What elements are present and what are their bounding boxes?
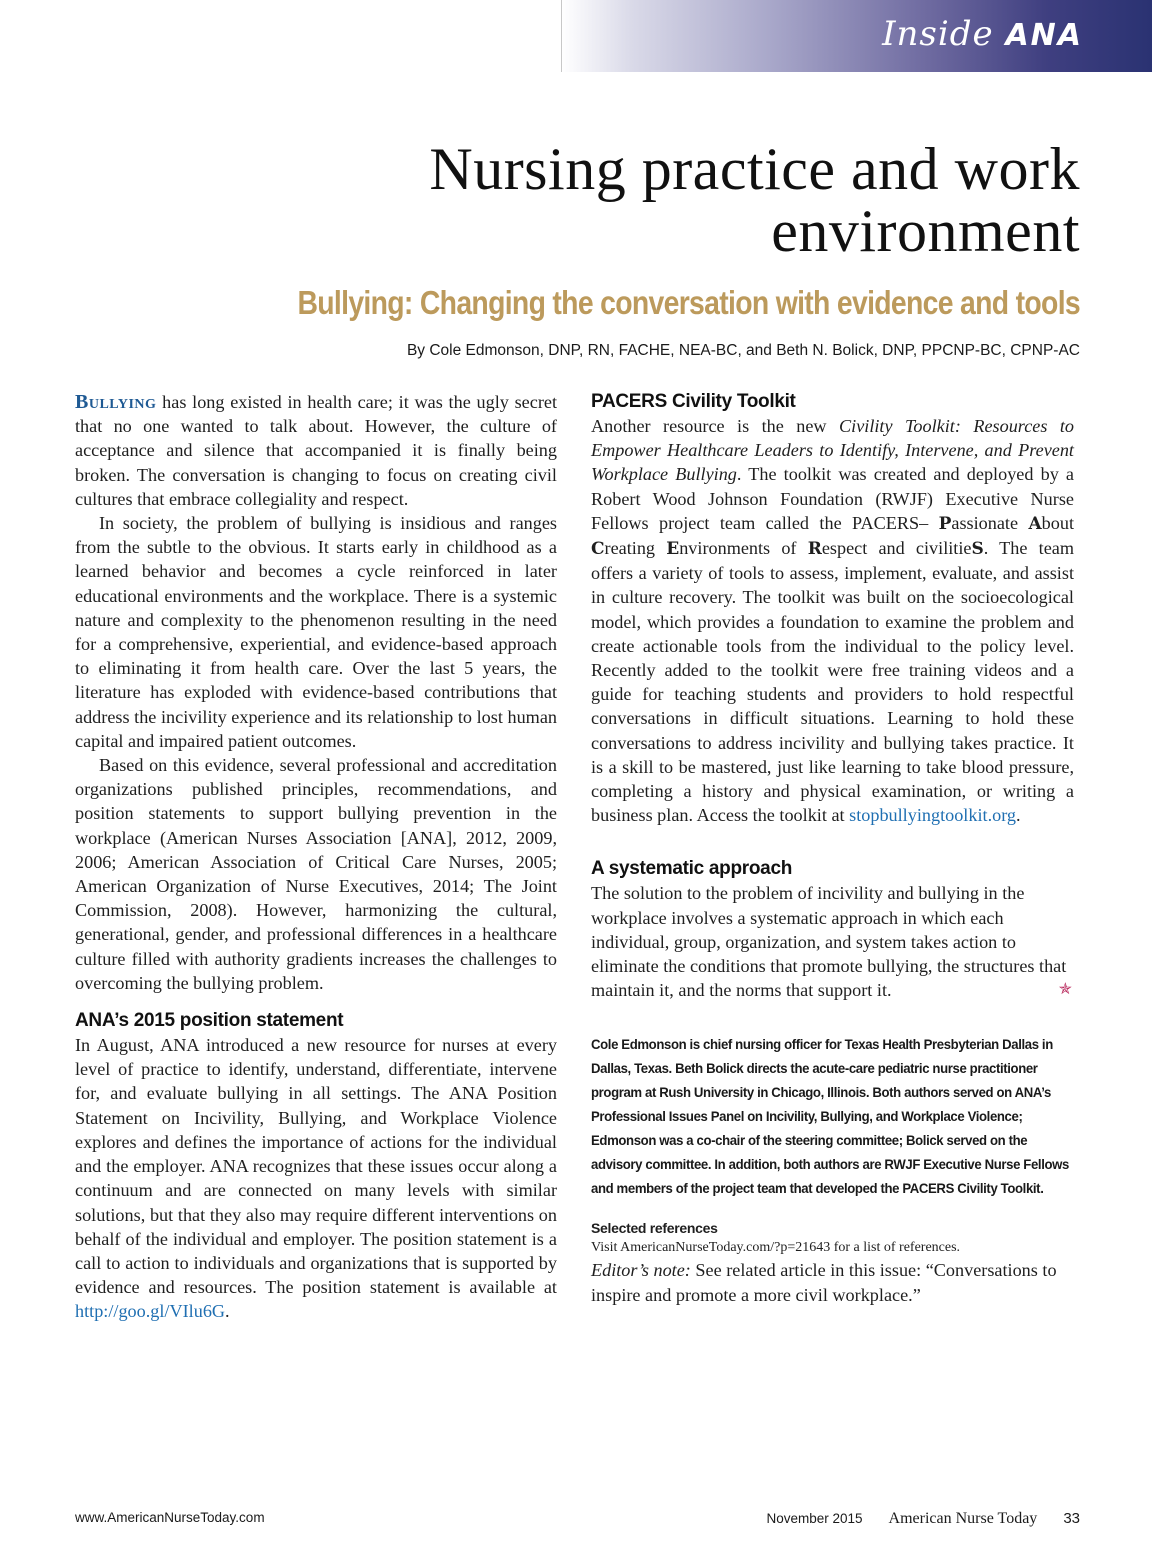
left-column	[75, 390, 557, 1324]
toolkit-link[interactable]: stopbullyingtoolkit.org	[849, 805, 1017, 826]
page-title: Nursing practice and work environment	[429, 136, 1080, 264]
pacers-acronym: Passionate About Creating Environments of Respect and civilitieS	[591, 512, 1074, 560]
footer-issue-date: November 2015	[766, 1511, 863, 1526]
section-banner	[561, 0, 1152, 72]
author-bio: Cole Edmonson is chief nursing officer for Texas Health Presbyterian Dallas in Dallas, Texas. Beth Bolick directs the acute-care pediatric nurse practitioner program at Rush University in Chicago, Illinois. Both authors served on ANA’s Professional Issues Panel on Incivility, Bullying, and Workplace Violence; Edmonson was a co-chair of the steering committee; Bolick served on the advisory committee. In addition, both authors are RWJF Executive Nurse Fellows and members of the project team that developed the PACERS Civility Toolkit.	[591, 1036, 1069, 1197]
section-label-ana: ANA	[1005, 18, 1083, 53]
lead-word: Bullying	[75, 391, 157, 413]
pacers-paragraph: Another resource is the new Civility Toolkit: Resources to Empower Healthcare Leaders to Identify, Intervene, and Prevent Workplace Bullying. The toolkit was created and deployed by a Robert Wood Johnson Foundation (RWJF) Executive Nurse Fellows project team called the PACERS– Passionate About Creating Environments of Respect and civilitieS. The team offers a variety of tools to assess, implement, evaluate, and assist in culture recovery. The toolkit was built on the socioecological model, which provides a foundation to examine the problem and create actionable tools from the individual to the policy level. Recently added to the toolkit were free training videos and a guide for teaching students and providers to hold respectful conversations in difficult situations. Learning to hold these conversations to address incivility and bullying takes practice. It is a skill to be mastered, just like learning to take blood pressure, completing a history and physical examination, or writing a business plan. Access the toolkit at stopbullyingtoolkit.org.	[591, 416, 1075, 826]
article-subtitle: Bullying: Changing the conversation with evidence and tools	[297, 284, 1081, 321]
section-heading-systematic: A systematic approach	[591, 858, 793, 880]
systematic-paragraph: The solution to the problem of incivility and bullying in the workplace involves a systematic approach in which each individual, group, organization, and system takes action to eliminate the conditions that promote bullying, the structures that maintain it, and the norms that support it. ✯	[591, 881, 1074, 1002]
references-heading: Selected references	[591, 1220, 718, 1237]
byline: By Cole Edmonson, DNP, RN, FACHE, NEA-BC, and Beth N. Bolick, DNP, PPCNP-BC, CPNP-AC	[406, 342, 1080, 359]
footer-info	[766, 1510, 1080, 1528]
section-label	[882, 14, 1083, 54]
footer-website: www.AmericanNurseToday.com	[75, 1510, 265, 1525]
section-label-script: Inside	[882, 14, 994, 54]
right-column	[591, 390, 1074, 1307]
section-heading-pacers: PACERS Civility Toolkit	[591, 391, 796, 412]
toolkit-title: Civility Toolkit: Resources to Empower Healthcare Leaders to Identify, Intervene, and Prevent Workplace Bullying	[591, 416, 1074, 485]
section-heading-position-statement: ANA’s 2015 position statement	[75, 1010, 344, 1032]
footer-publication: American Nurse Today	[888, 1510, 1038, 1527]
references-text: Visit AmericanNurseToday.com/?p=21643 for a list of references.	[591, 1240, 961, 1256]
editors-note-label: Editor’s note:	[591, 1260, 691, 1281]
body-paragraph: In society, the problem of bullying is insidious and ranges from the subtle to the obvious. It starts early in childhood as a learned behavior and becomes a cycle reinforced in later educational environments and the workplace. There is a systemic nature and complexity to the phenomenon resulting in the need for a comprehensive, experiential, and evidence-based approach to eliminating it from health care. Over the last 5 years, the literature has exploded with evidence-based contributions that address the incivility experience and its relationship to lost human capital and impaired patient outcomes.	[75, 513, 557, 751]
body-paragraph: Based on this evidence, several professional and accreditation organizations published principles, recommendations, and position statements to support bullying prevention in the workplace (American Nurses Association [ANA], 2012, 2009, 2006; American Association of Critical Care Nurses, 2005; American Organization of Nurse Executives, 2014; The Joint Commission, 2008). However, harmonizing the cultural, generational, gender, and professional differences in a healthcare culture filled with authority gradients increases the challenges to overcoming the bullying problem.	[75, 755, 557, 993]
position-statement-link[interactable]: http://goo.gl/VIlu6G	[75, 1301, 226, 1322]
page-number: 33	[1063, 1510, 1080, 1527]
editors-note: Editor’s note: See related article in this issue: “Conversations to inspire and promote a more civil workplace.”	[591, 1260, 1057, 1305]
intro-paragraph: Bullying has long existed in health care; it was the ugly secret that no one wanted to talk about. However, the culture of acceptance and silence that accompanied it is finally being broken. The conversation is changing to focus on creating civil cultures that embrace collegiality and respect.	[75, 391, 557, 509]
position-statement-paragraph: In August, ANA introduced a new resource for nurses at every level of practice to identify, understand, differentiate, intervene for, and evaluate bullying in all settings. The ANA Position Statement on Incivility, Bullying, and Workplace Violence explores and defines the importance of actions for the individual and the employer. ANA recognizes that these issues occur along a continuum and are connected on many levels with similar solutions, but that they also may require different interventions on behalf of the individual and employer. The position statement is a call to action to individuals and organizations that is supported by evidence and resources. The position statement is available at http://goo.gl/VIlu6G.	[75, 1035, 557, 1322]
star-icon: ✯	[1058, 981, 1072, 999]
